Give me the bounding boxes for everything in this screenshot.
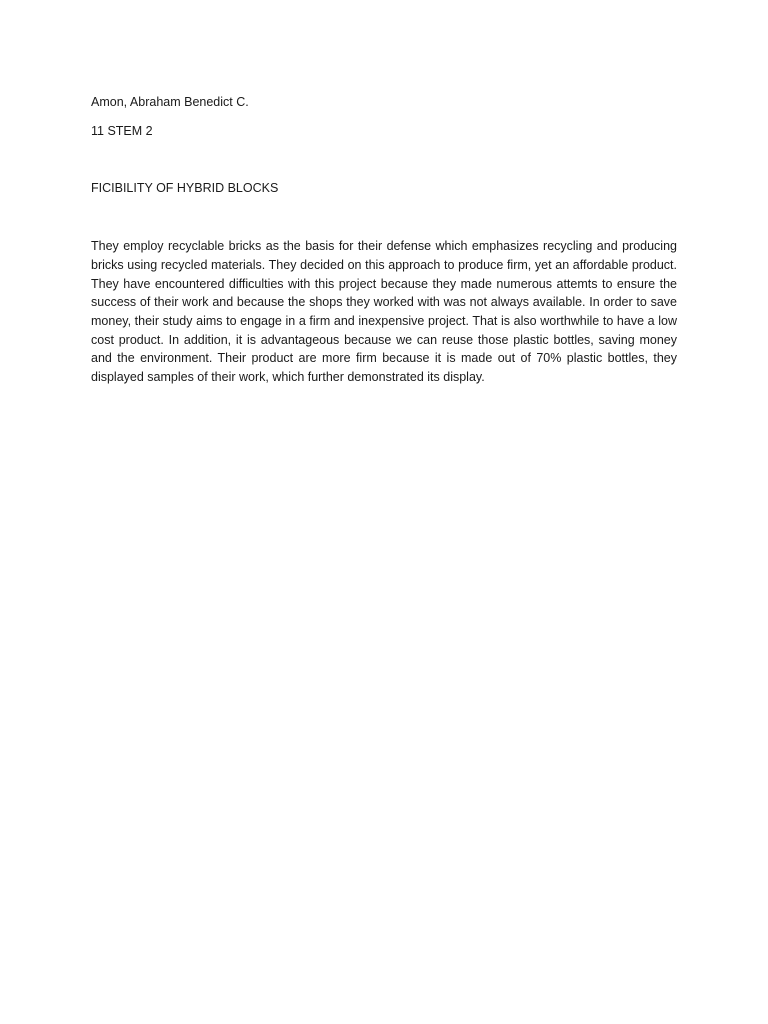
document-content [91, 93, 677, 387]
body-paragraph: They employ recyclable bricks as the basis for their defense which emphasizes recycling and producing bricks using recycled materials. They decided on this approach to produce firm, yet an affordable product. They have encountered difficulties with this project because they made numerous attemts to ensure the success of their work and because the shops they worked with was not always available. In order to save money, their study aims to engage in a firm and inexpensive project. That is also worthwhile to have a low cost product. In addition, it is advantageous because we can reuse those plastic bottles, saving money and the environment. Their product are more firm because it is made out of 70% plastic bottles, they displayed samples of their work, which further demonstrated its display. [91, 239, 677, 385]
document-title: FICIBILITY OF HYBRID BLOCKS [91, 181, 279, 196]
author-name: Amon, Abraham Benedict C. [91, 95, 249, 109]
class-section: 11 STEM 2 [91, 123, 153, 138]
